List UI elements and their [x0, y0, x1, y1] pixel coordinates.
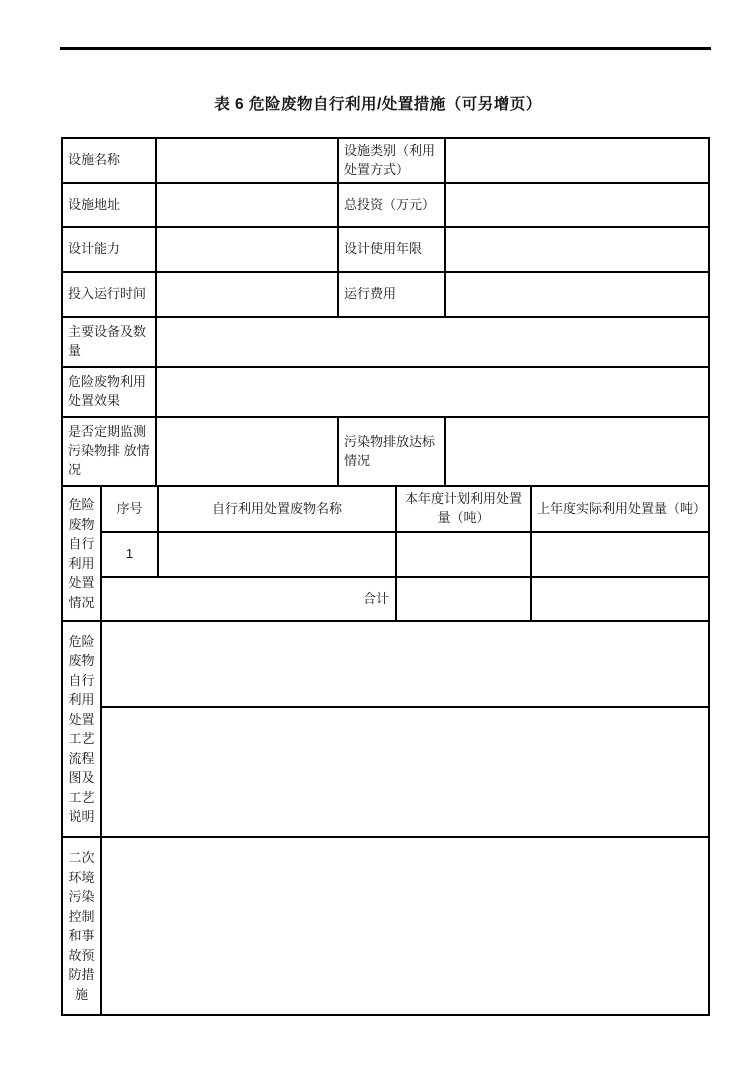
- process-flow-chart-cell: [101, 621, 709, 707]
- page-title: 表 6 危险废物自行利用/处置措施（可另增页）: [214, 96, 542, 113]
- table-row: [62, 138, 709, 183]
- column-header-no: 序号: [101, 486, 158, 532]
- waste-name-value: [158, 532, 396, 577]
- facility-name-label: 设施名称: [62, 138, 156, 183]
- emission-compliance-value: [445, 417, 709, 486]
- self-disposal-table: [61, 485, 710, 622]
- table-row: [62, 227, 709, 272]
- emission-compliance-label: 污染物排放达标情况: [338, 417, 445, 486]
- table-row: [62, 272, 709, 317]
- main-equipment-value: [156, 317, 709, 367]
- process-section-label: 危险废物自行利用处置工艺流程图及工艺说明: [62, 621, 101, 837]
- process-description-cell: [101, 707, 709, 837]
- total-investment-value: [445, 183, 709, 227]
- facility-type-label: 设施类别（利用处置方式）: [338, 138, 445, 183]
- main-equipment-label: 主要设备及数量: [62, 317, 156, 367]
- table-row: [62, 183, 709, 227]
- total-planned-value: [396, 577, 531, 621]
- self-disposal-section-label: 危险废物自行利用处置情况: [62, 486, 101, 621]
- form-table: [61, 137, 708, 1016]
- secondary-pollution-section-label: 二次环境污染控制和事故预防措施: [62, 837, 101, 1015]
- table-row: [62, 707, 709, 837]
- table-header-row: [62, 486, 709, 532]
- secondary-pollution-value: [101, 837, 709, 1015]
- table-row: [62, 532, 709, 577]
- design-capacity-value: [156, 227, 338, 272]
- secondary-pollution-table: [61, 836, 710, 1016]
- process-table: [61, 620, 710, 838]
- column-header-actual-amount: 上年度实际利用处置量（吨）: [531, 486, 709, 532]
- design-life-label: 设计使用年限: [338, 227, 445, 272]
- design-life-value: [445, 227, 709, 272]
- monitoring-label: 是否定期监测污染物排 放情况: [62, 417, 156, 486]
- table-row: [62, 837, 709, 1015]
- total-label: 合计: [101, 577, 396, 621]
- facility-type-value: [445, 138, 709, 183]
- disposal-effect-label: 危险废物利用处置效果: [62, 367, 156, 417]
- total-actual-value: [531, 577, 709, 621]
- table-total-row: [62, 577, 709, 621]
- facility-info-table: [61, 137, 710, 487]
- row-no: 1: [101, 532, 158, 577]
- column-header-waste-name: 自行利用处置废物名称: [158, 486, 396, 532]
- table-row: [62, 367, 709, 417]
- monitoring-value: [156, 417, 338, 486]
- table-row: [62, 417, 709, 486]
- facility-name-value: [156, 138, 338, 183]
- operation-start-label: 投入运行时间: [62, 272, 156, 317]
- operation-cost-value: [445, 272, 709, 317]
- table-row: [62, 621, 709, 707]
- table-row: [62, 317, 709, 367]
- column-header-planned-amount: 本年度计划利用处置量（吨）: [396, 486, 531, 532]
- actual-amount-value: [531, 532, 709, 577]
- header-rule: [60, 47, 711, 50]
- facility-address-label: 设施地址: [62, 183, 156, 227]
- total-investment-label: 总投资（万元）: [338, 183, 445, 227]
- planned-amount-value: [396, 532, 531, 577]
- design-capacity-label: 设计能力: [62, 227, 156, 272]
- operation-start-value: [156, 272, 338, 317]
- operation-cost-label: 运行费用: [338, 272, 445, 317]
- disposal-effect-value: [156, 367, 709, 417]
- facility-address-value: [156, 183, 338, 227]
